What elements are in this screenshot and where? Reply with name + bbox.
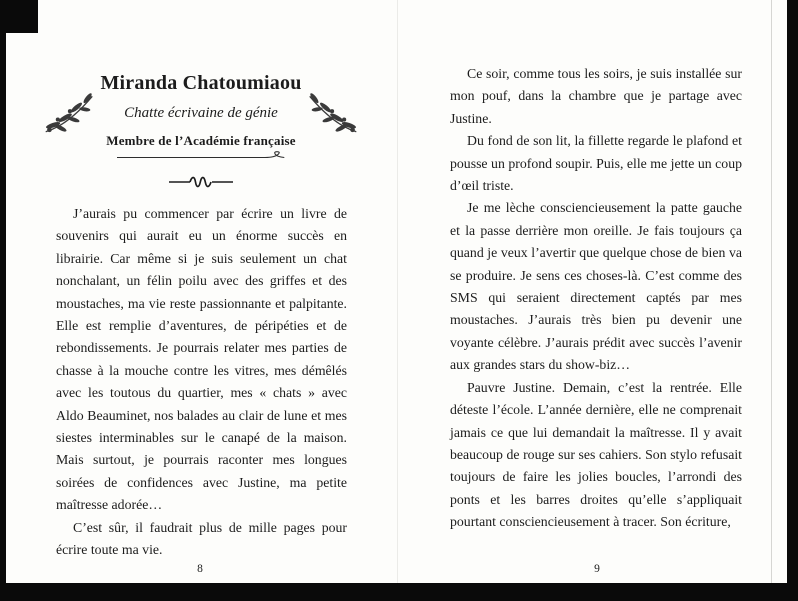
paragraph: Je me lèche consciencieusement la patte gauche et la passe derrière mon oreille. Je fais toujours ça quand je veux l’avertir que quelque chose de bien va se produire. Je sens ces choses-là. C’est comme des SMS qui seraient directement captés par mes moustaches. J’aurais très bien pu devenir une voyante célèbre. J’aurais prédit avec succès l’avenir aux grandes stars du show-biz… xyxy=(450,200,742,373)
chapter-header xyxy=(42,72,360,161)
screen-right-bar xyxy=(787,0,798,601)
laurel-branch-right-icon xyxy=(306,89,360,144)
paragraph: Ce soir, comme tous les soirs, je suis installée sur mon pouf, dans la chambre que je partage avec Justine. xyxy=(450,66,742,126)
laurel-branch-left-icon xyxy=(42,89,96,144)
page-gutter-line xyxy=(397,0,398,583)
screen-corner-bar xyxy=(0,0,38,33)
screen-bottom-bar xyxy=(0,583,798,601)
right-page-body xyxy=(450,63,742,534)
page-edge-line xyxy=(771,0,772,583)
chapter-affiliation: Membre de l’Académie française xyxy=(106,133,296,148)
squiggle-divider-icon xyxy=(169,174,233,190)
paragraph: C’est sûr, il faudrait plus de mille pages pour écrire toute ma vie. xyxy=(56,519,347,558)
screen-left-bar xyxy=(0,0,6,601)
calligraphic-flourish-icon xyxy=(98,150,304,161)
left-page-body xyxy=(56,203,347,562)
paragraph: J’aurais pu commencer par écrire un livre de souvenirs qui aurait eu un énorme succès en librairie. Car même si je suis seulement un chat nonchalant, un félin poilu avec des griffes et des moustaches, ma vie reste passionnante et palpitante. Elle est remplie d’aventures, de péripéties et de rebondissements. Je pourrais relater mes parties de chasse à la mouche contre les vitres, mes démêlés avec les toutous du quartier, mes « chats » avec Aldo Beauminet, nos balades au clair de lune et mes siestes interminables sur le canapé de la maison. Mais surtout, je pourrais raconter mes longues soirées de confidences avec Justine, ma petite maîtresse adorée… xyxy=(56,206,347,513)
paragraph: Du fond de son lit, la fillette regarde le plafond et pousse un profond soupir. Puis, elle me jette un coup d’œil triste. xyxy=(450,133,742,194)
page-number-right: 9 xyxy=(594,563,600,575)
paragraph: Pauvre Justine. Demain, c’est la rentrée. Elle déteste l’école. L’année dernière, elle ne comprenait jamais ce que lui demandait la maîtresse. Il y avait beaucoup de rouge sur ses cahiers. Son stylo refusait toujours de faire les jolies boucles, l’arrondi des ponts et les barres droites qu’elle s’appliquait pourtant consciencieusement à tracer. Son écriture, xyxy=(450,379,742,530)
page-number-left: 8 xyxy=(197,563,203,575)
chapter-header-text xyxy=(98,72,304,161)
chapter-subtitle: Chatte écrivaine de génie xyxy=(124,105,278,121)
chapter-title: Miranda Chatoumiaou xyxy=(100,72,302,94)
